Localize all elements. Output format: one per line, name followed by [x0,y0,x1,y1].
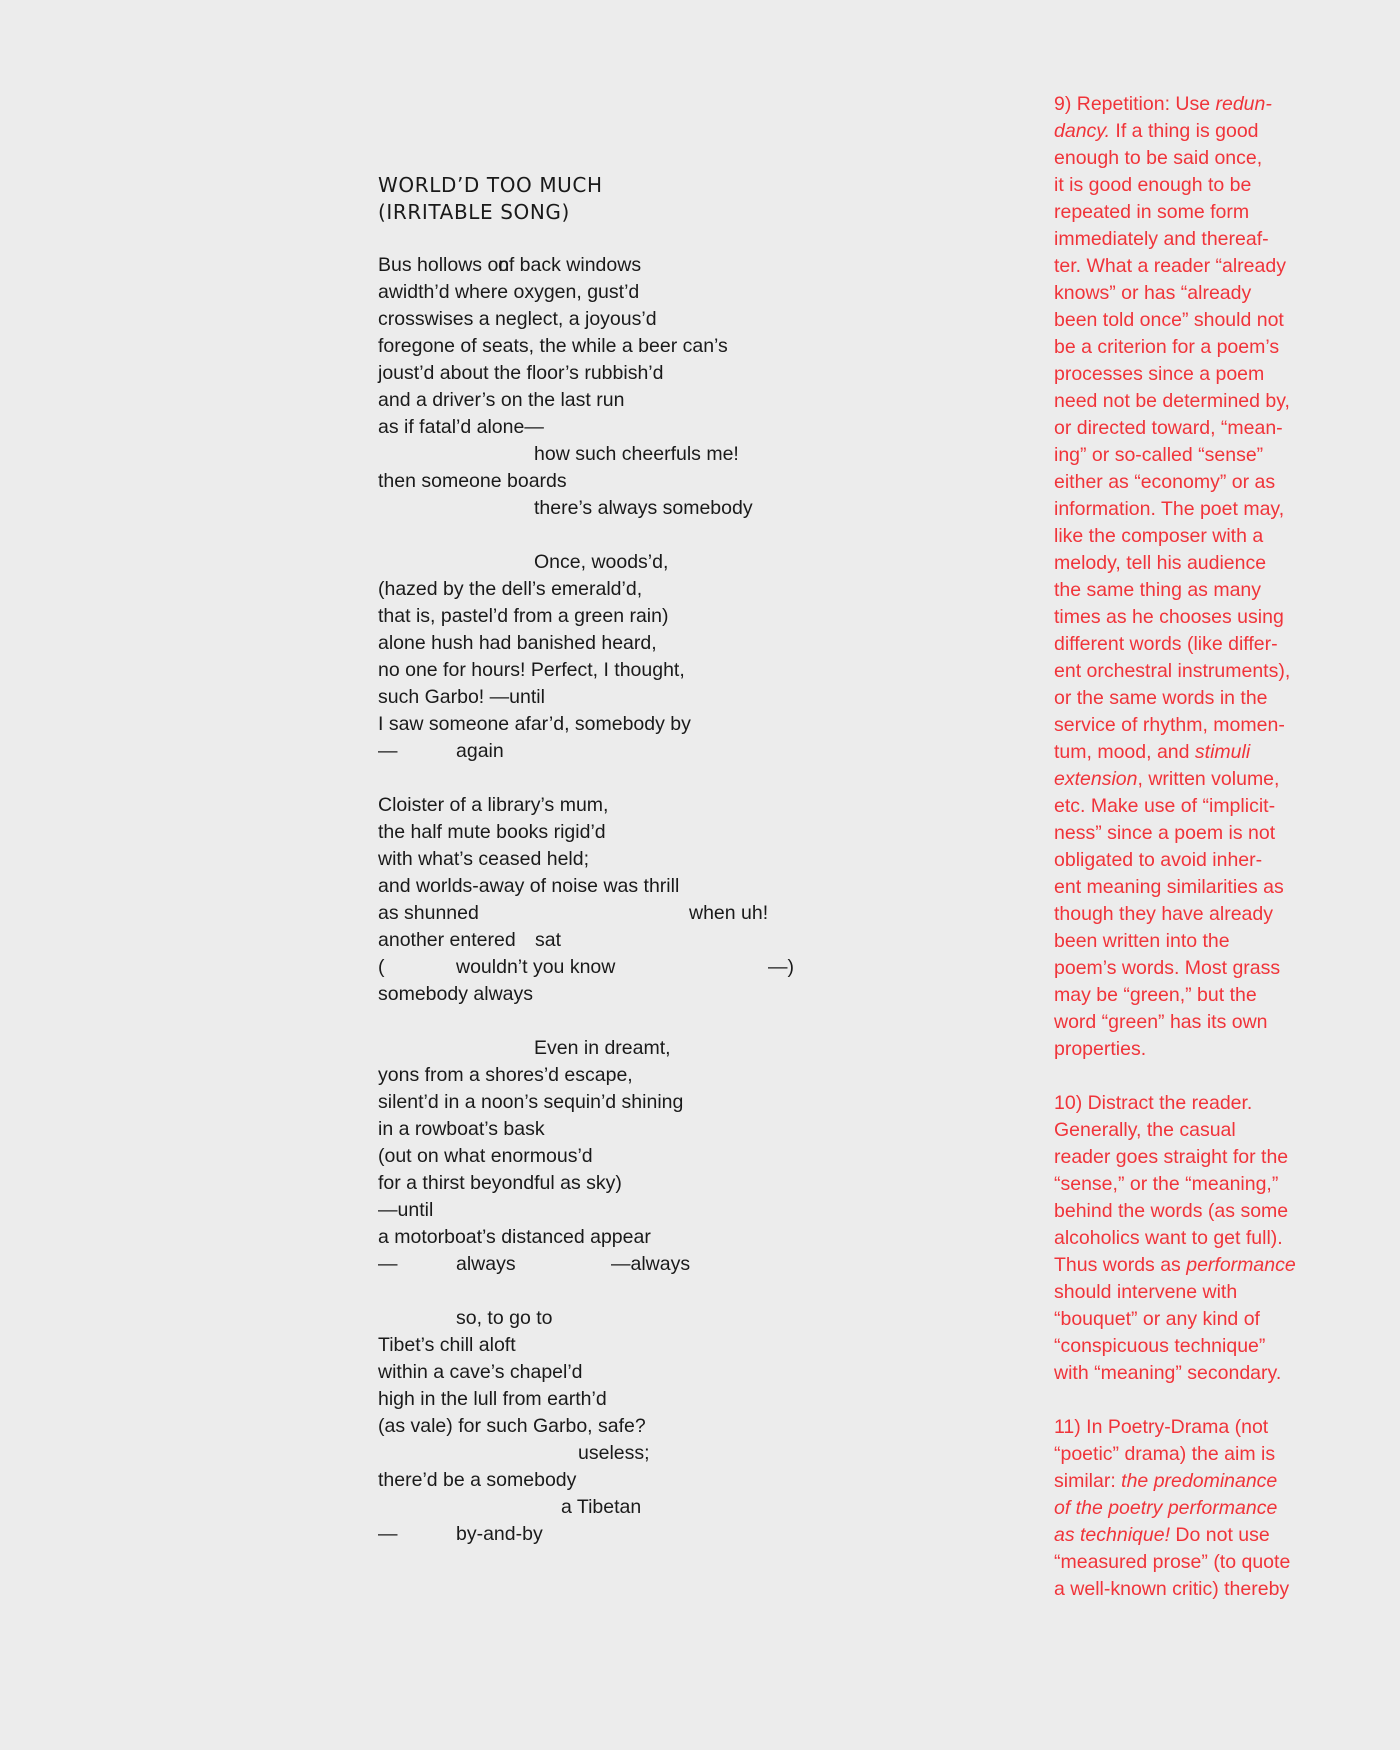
poem-line-segment: I saw someone afar’d, somebody by [378,713,691,735]
note-text: 9) Repetition: Use [1054,93,1216,115]
note-text: ent orchestral instruments), [1054,660,1291,682]
note-text: information. The poet may, [1054,498,1285,520]
poem-line-segment: another entered [378,929,516,951]
note-text: 11) In Poetry-Drama (not [1054,1416,1269,1438]
note-emphasis: stimuli [1194,741,1251,763]
note-line [1054,523,1263,550]
note-text: Generally, the casual [1054,1119,1236,1141]
note-line [1054,766,1279,793]
note-line [1054,1144,1288,1171]
note-text: “poetic” drama) the aim is [1054,1443,1276,1465]
note-text: or directed toward, “mean- [1054,417,1283,439]
note-text: , written volume, [1137,768,1280,790]
note-line [1054,1198,1288,1225]
note-line [1054,550,1266,577]
note-text: like the composer with a [1054,525,1264,547]
note-text: Thus words as [1054,1254,1187,1276]
note-text: though they have already [1054,903,1273,925]
poem-line-segment: how such cheerfuls me! [534,443,739,465]
note-text: different words (like differ- [1054,633,1278,655]
poem-line-segment: always [456,1253,516,1275]
note-text: word “green” has its own [1054,1011,1268,1033]
poem-line-segment: — [378,740,398,762]
note-line [1054,955,1280,982]
note-line [1054,1495,1277,1522]
poem-line-segment: sat [535,929,562,951]
poem-line-segment: that is, pastel’d from a green rain) [378,605,669,627]
note-text: tum, mood, and [1054,741,1195,763]
poem-line-segment: of back windows [498,254,642,276]
poem-line-segment: there’s always somebody [534,497,753,519]
note-text: ter. What a reader “already [1054,255,1286,277]
note-text: ing” or so-called “sense” [1054,444,1264,466]
poem-line-segment: a motorboat’s distanced appear [378,1226,651,1248]
poem-line-segment: in a rowboat’s bask [378,1118,545,1140]
poem-title [378,172,898,226]
note-emphasis: as technique! [1054,1524,1171,1546]
note-line [1054,1090,1252,1117]
poem-line-segment: ( [378,956,385,978]
poem-line-segment: when uh! [689,902,769,924]
note-text: may be “green,” but the [1054,984,1257,1006]
note-text: properties. [1054,1038,1147,1060]
poem-line-segment: no one for hours! Perfect, I thought, [378,659,685,681]
note-emphasis: performance [1186,1254,1296,1276]
note-text: etc. Make use of “implicit- [1054,795,1276,817]
note-line [1054,1036,1146,1063]
note-line [1054,1360,1281,1387]
note-line [1054,685,1268,712]
note-text: the same thing as many [1054,579,1262,601]
poem-line-segment: and worlds-away of noise was thrill [378,875,680,897]
note-line [1054,712,1285,739]
note-text: ent meaning similarities as [1054,876,1284,898]
poem-line-segment: for a thirst beyondful as sky) [378,1172,622,1194]
note-text: “measured prose” (to quote [1054,1551,1291,1573]
note-text: be a criterion for a poem’s [1054,336,1280,358]
poem-line-segment: somebody always [378,983,533,1005]
poem-line-segment: awidth’d where oxygen, gust’d [378,281,640,303]
poem-line-segment: a Tibetan [561,1496,642,1518]
poem-line-segment: there’d be a somebody [378,1469,577,1491]
note-line [1054,118,1259,145]
note-line [1054,145,1262,172]
note-text: been written into the [1054,930,1230,952]
poem-line-segment: then someone boards [378,470,567,492]
note-text: a well-known critic) thereby [1054,1578,1290,1600]
note-line [1054,1333,1265,1360]
note-text: melody, tell his audience [1054,552,1267,574]
poem-line-segment: as shunned [378,902,479,924]
poem-line-segment: as if fatal’d alone— [378,416,544,438]
note-text: similar: [1054,1470,1122,1492]
poem-line-segment: Once, woods’d, [534,551,669,573]
poem-line-segment: Cloister of a library’s mum, [378,794,609,816]
poem-line-segment: the half mute books rigid’d [378,821,606,843]
note-text: reader goes straight for the [1054,1146,1289,1168]
poem-line-segment: (out on what enormous’d [378,1145,593,1167]
poem-line-segment: crosswises a neglect, a joyous’d [378,308,657,330]
note-text: ness” since a poem is not [1054,822,1276,844]
poem-line-segment: wouldn’t you know [456,956,616,978]
poem-line-segment: so, to go to [456,1307,553,1329]
note-text: obligated to avoid inher- [1054,849,1263,871]
note-text: either as “economy” or as [1054,471,1276,493]
note-text: enough to be said once, [1054,147,1263,169]
note-emphasis: the predominance [1121,1470,1278,1492]
note-text: been told once” should not [1054,309,1284,331]
note-line [1054,874,1284,901]
note-line [1054,901,1273,928]
poem-line-segment: such Garbo! —until [378,686,545,708]
note-text: “conspicuous technique” [1054,1335,1266,1357]
note-line [1054,1522,1270,1549]
note-line [1054,982,1257,1009]
note-line [1054,1279,1237,1306]
note-line [1054,469,1275,496]
poem-line-segment: — [378,1253,398,1275]
poem-line-segment: and a driver’s on the last run [378,389,625,411]
note-text: “bouquet” or any kind of [1054,1308,1260,1330]
note-line [1054,1576,1289,1603]
poem-line-segment: joust’d about the floor’s rubbish’d [378,362,664,384]
note-text: it is good enough to be [1054,174,1252,196]
note-text: If a thing is good [1110,120,1259,142]
poem-line-segment: by-and-by [456,1523,543,1545]
note-line [1054,253,1286,280]
note-text: times as he chooses using [1054,606,1284,628]
poem-line-segment: —always [611,1253,691,1275]
note-line [1054,172,1251,199]
note-line [1054,1009,1268,1036]
poem-line-segment: within a cave’s chapel’d [378,1361,583,1383]
note-text: poem’s words. Most grass [1054,957,1281,979]
note-text: processes since a poem [1054,363,1265,385]
note-line [1054,793,1275,820]
poem-line-segment: high in the lull from earth’d [378,1388,607,1410]
note-line [1054,1306,1260,1333]
note-line [1054,91,1272,118]
poem-line-segment: with what’s ceased held; [378,848,590,870]
note-line [1054,280,1251,307]
note-text: knows” or has “already [1054,282,1252,304]
note-line [1054,199,1249,226]
note-line [1054,1117,1236,1144]
note-text: should intervene with [1054,1281,1238,1303]
note-line [1054,1549,1290,1576]
note-line [1054,1171,1278,1198]
note-emphasis: dancy. [1054,120,1111,142]
note-line [1054,658,1290,685]
note-text: need not be determined by, [1054,390,1290,412]
note-line [1054,415,1283,442]
note-emphasis: redun- [1215,93,1272,115]
poem-line-segment: silent’d in a noon’s sequin’d shining [378,1091,684,1113]
poem-line-segment: foregone of seats, the while a beer can’s [378,335,728,357]
note-text: 10) Distract the reader. [1054,1092,1253,1114]
note-line [1054,361,1264,388]
note-text: alcoholics want to get full). [1054,1227,1283,1249]
poem-line-segment: —) [768,956,794,978]
note-line [1054,334,1279,361]
note-line [1054,1414,1268,1441]
note-text: service of rhythm, momen- [1054,714,1285,736]
poem-line-segment: Even in dreamt, [534,1037,671,1059]
note-text: Do not use [1170,1524,1270,1546]
note-emphasis: extension [1054,768,1138,790]
note-line [1054,604,1284,631]
poem-line-segment: again [456,740,504,762]
note-text: immediately and thereaf- [1054,228,1269,250]
note-line [1054,388,1290,415]
note-line [1054,1252,1296,1279]
poem-title-line: WORLD’D TOO MUCH [378,173,603,197]
poem-line-segment: (as vale) for such Garbo, safe? [378,1415,646,1437]
poem-line-segment: (hazed by the dell’s emerald’d, [378,578,643,600]
note-text: repeated in some form [1054,201,1250,223]
note-line [1054,442,1263,469]
note-text: “sense,” or the “meaning,” [1054,1173,1279,1195]
poem-line-segment: Tibet’s chill aloft [378,1334,516,1356]
note-line [1054,307,1284,334]
note-line [1054,1468,1277,1495]
note-text: with “meaning” secondary. [1054,1362,1282,1384]
poem-line-segment: — [378,1523,398,1545]
poem-line-segment: —until [378,1199,434,1221]
note-line [1054,847,1262,874]
note-line [1054,1225,1283,1252]
note-line [1054,631,1278,658]
note-text: behind the words (as some [1054,1200,1289,1222]
note-line [1054,928,1230,955]
poem-line-segment: Bus hollows on [378,254,510,276]
note-line [1054,577,1261,604]
note-line [1054,1441,1275,1468]
poem-line-segment: useless; [578,1442,650,1464]
poem-line-segment: alone hush had banished heard, [378,632,657,654]
note-line [1054,496,1284,523]
note-line [1054,226,1269,253]
note-line [1054,739,1250,766]
note-text: or the same words in the [1054,687,1268,709]
poem-line-segment: yons from a shores’d escape, [378,1064,633,1086]
poem-title-line: (IRRITABLE SONG) [378,200,570,224]
note-line [1054,820,1275,847]
note-emphasis: of the poetry performance [1054,1497,1278,1519]
